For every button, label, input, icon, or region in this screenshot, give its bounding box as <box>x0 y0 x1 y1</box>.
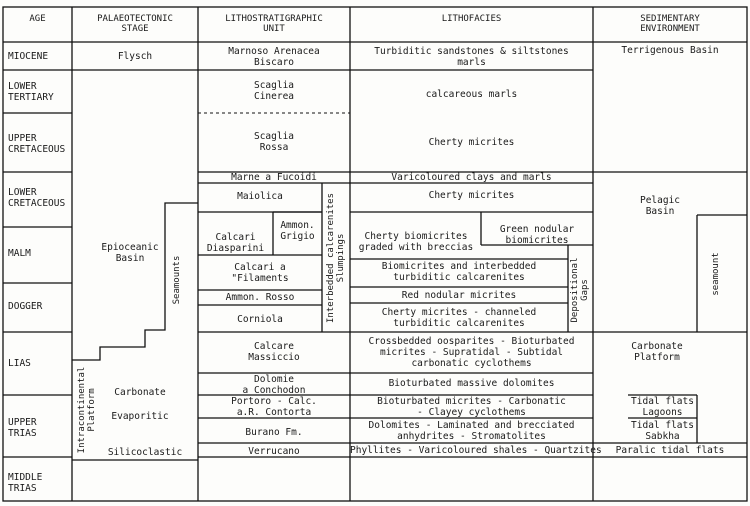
unit-maiolica: Maiolica <box>237 191 283 202</box>
unit-dolomie-a-conchodon: Dolomie a Conchodon <box>242 374 306 396</box>
env-pelagic-basin: Pelagic Basin <box>639 195 681 217</box>
palaeo-carbonate: Carbonate <box>114 387 166 398</box>
age-lower-cretaceous: LOWER CRETACEOUS <box>8 187 66 209</box>
unit-verrucano: Verrucano <box>248 446 300 457</box>
age-dogger: DOGGER <box>8 301 43 312</box>
env-tidal-flats-sabkha: Tidal flats Sabkha <box>631 420 694 442</box>
facies-red-nodular: Red nodular micrites <box>401 290 517 301</box>
env-carbonate-platform: Carbonate Platform <box>631 341 683 363</box>
env-tidal-flats-lagoons: Tidal flats Lagoons <box>631 396 694 418</box>
facies-turbiditic: Turbiditic sandstones & siltstones marls <box>374 46 569 68</box>
facies-cherty-channeled: Cherty micrites - channeled turbiditic calcarenites <box>381 307 537 329</box>
facies-crossbedded-oosparites: Crossbedded oosparites - Bioturbated micrites - Supratidal - Subtidal carbonatic cyclothems <box>368 336 575 369</box>
header-lithostratigraphic-unit: LITHOSTRATIGRAPHIC UNIT <box>225 14 323 34</box>
unit-marnoso-arenacea: Marnoso Arenacea Biscaro <box>228 46 320 68</box>
age-upper-trias: UPPER TRIAS <box>8 417 37 439</box>
palaeo-flysch: Flysch <box>117 51 153 62</box>
unit-marne-a-fucoidi: Marne a Fucoidi <box>231 172 317 183</box>
unit-interbedded-calcarenites: Interbedded calcarenites Slumpings <box>326 192 346 324</box>
unit-corniola: Corniola <box>237 314 283 325</box>
env-terrigenous-basin: Terrigenous Basin <box>621 45 719 56</box>
facies-cherty-micrites-lower: Cherty micrites <box>428 190 515 201</box>
env-paralic-tidal-flats: Paralic tidal flats <box>615 445 725 456</box>
header-age: AGE <box>29 14 46 24</box>
age-lias: LIAS <box>8 358 31 369</box>
header-lithofacies: LITHOFACIES <box>441 14 502 24</box>
env-seamount: seamount <box>711 252 721 296</box>
unit-scaglia-cinerea: Scaglia Cinerea <box>253 80 295 102</box>
facies-green-nodular: Green nodular biomicrites <box>499 224 575 246</box>
header-palaeotectonic-stage: PALAEOTECTONIC STAGE <box>97 14 173 34</box>
age-middle-trias: MIDDLE TRIAS <box>8 472 43 494</box>
unit-burano: Burano Fm. <box>245 427 303 438</box>
facies-cherty-biomicrites: Cherty biomicrites graded with breccias <box>358 231 474 253</box>
facies-phyllites: Phyllites - Varicoloured shales - Quartzites <box>350 445 602 456</box>
palaeo-silicoclastic: Silicoclastic <box>107 447 183 458</box>
header-sedimentary-environment: SEDIMENTARY ENVIRONMENT <box>640 14 700 34</box>
age-miocene: MIOCENE <box>8 51 49 62</box>
unit-calcare-massiccio: Calcare Massiccio <box>248 341 300 363</box>
palaeo-seamounts: Seamounts <box>172 255 182 305</box>
facies-bioturbated-carbonatic: Bioturbated micrites - Carbonatic - Clayey cyclothems <box>377 396 566 418</box>
facies-biomicrites-interbedded: Biomicrites and interbedded turbiditic calcarenites <box>381 261 537 283</box>
unit-ammon-grigio: Ammon. Grigio <box>280 220 315 242</box>
facies-cherty-micrites-upper: Cherty micrites <box>428 137 515 148</box>
age-malm: MALM <box>8 248 31 259</box>
unit-portoro: Portoro - Calc. a.R. Contorta <box>231 396 317 418</box>
palaeo-intracontinental-platform: Intracontinental Platform <box>77 366 97 454</box>
unit-calcari-a-filaments: Calcari a "Filaments <box>231 262 289 284</box>
palaeo-evaporitic: Evaporitic <box>111 411 169 422</box>
age-lower-tertiary: LOWER TERTIARY <box>8 81 54 103</box>
facies-calcareous-marls: calcareous marls <box>425 89 518 100</box>
unit-ammon-rosso: Ammon. Rosso <box>225 292 295 303</box>
facies-bioturbated-dolomites: Bioturbated massive dolomites <box>388 378 555 389</box>
facies-varicoloured-clays: Varicoloured clays and marls <box>391 172 552 183</box>
palaeo-epioceanic-basin: Epioceanic Basin <box>101 242 159 264</box>
facies-depositional-gaps: Depositional Gaps <box>570 257 590 323</box>
unit-calcari-diasparini: Calcari Diasparini <box>206 232 265 254</box>
facies-dolomites-laminated: Dolomites - Laminated and brecciated anhydrites - Stromatolites <box>368 420 575 442</box>
unit-scaglia-rossa: Scaglia Rossa <box>253 131 295 153</box>
age-upper-cretaceous: UPPER CRETACEOUS <box>8 133 66 155</box>
